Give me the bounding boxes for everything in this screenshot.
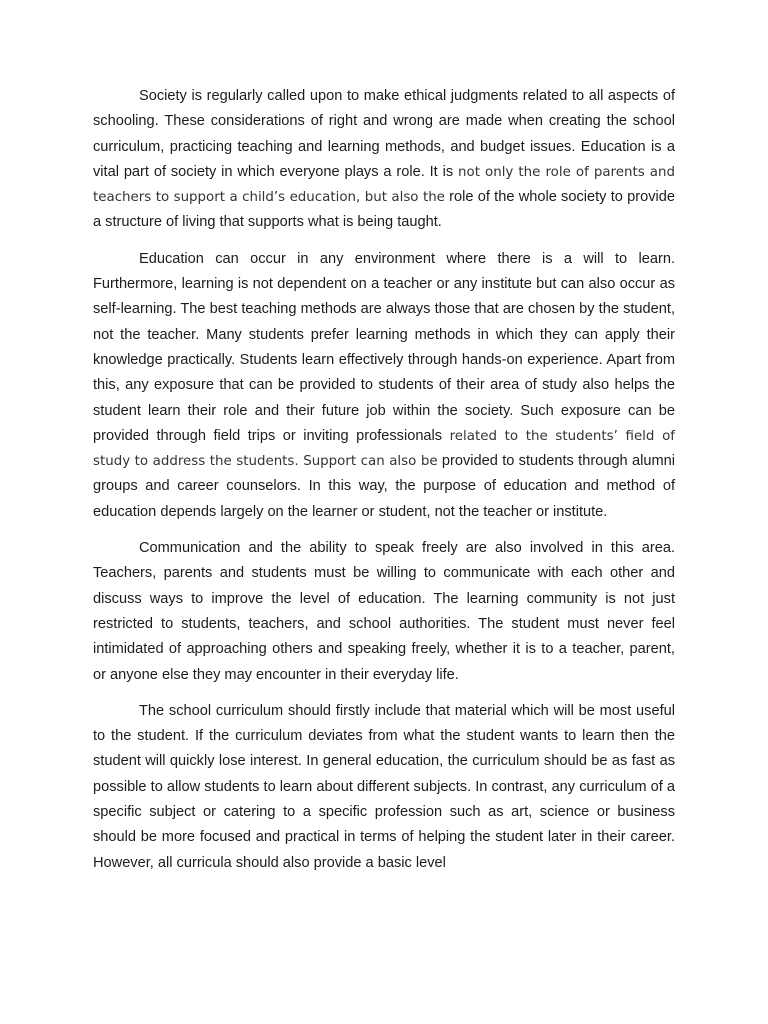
paragraph-1-text-a: Society is regularly called upon to make ethical judgments related to all aspects of schooling. These considerations of right and wrong are made when creating the school curriculum, practicing teaching and learning methods, and budget issues. Education is a vital part of society in which everyone plays a role. It is bbox=[93, 88, 675, 180]
paragraph-3-text: Communication and the ability to speak freely are also involved in this area. Teachers, parents and students must be willing to communicate with each other and discuss ways to improve the level of education. The learning community is not just restricted to students, teachers, and school authorities. The student must never feel intimidated of approaching others and speaking freely, whether it is to a teacher, parent, or anyone else they may encounter in their everyday life. bbox=[93, 540, 675, 683]
paragraph-4-text: The school curriculum should firstly include that material which will be most useful to the student. If the curriculum deviates from what the student wants to learn then the student will quickly lose interest. In general education, the curriculum should be as fast as possible to allow students to learn about different subjects. In contrast, any curriculum of a specific subject or catering to a specific profession such as art, science or business should be more focused and practical in terms of helping the student later in their career. However, all curricula should also provide a basic level bbox=[93, 702, 675, 871]
paragraph-2-text-c: provided to students through alumni groups and career counselors. In this way, the purpose of education and method of education depends largely on the learner or student, not the teacher or institute. bbox=[93, 453, 675, 520]
paragraph-1 bbox=[93, 84, 675, 236]
document-page bbox=[93, 84, 675, 887]
paragraph-1-text-b: not only the role of parents and teachers to support a child’s education, but also the bbox=[93, 164, 675, 206]
paragraph-2-text-b: related to the students’ field of study to address the students. Support can also be bbox=[93, 428, 675, 470]
paragraph-3 bbox=[93, 536, 675, 688]
paragraph-2-text-a: Education can occur in any environment where there is a will to learn. Furthermore, learning is not dependent on a teacher or any institute but can also occur as self-learning. The best teaching methods are always those that are chosen by the student, not the teacher. Many students prefer learning methods in which they can apply their knowledge practically. Students learn effectively through hands-on experience. Apart from this, any exposure that can be provided to students of their area of study also helps the student learn their role and their future job within the society. Such exposure can be provided through field trips or inviting professionals bbox=[93, 250, 675, 444]
paragraph-4 bbox=[93, 699, 675, 876]
paragraph-2 bbox=[93, 247, 675, 525]
paragraph-1-text-c: role of the whole society to provide a structure of living that supports what is being taught. bbox=[93, 189, 676, 231]
